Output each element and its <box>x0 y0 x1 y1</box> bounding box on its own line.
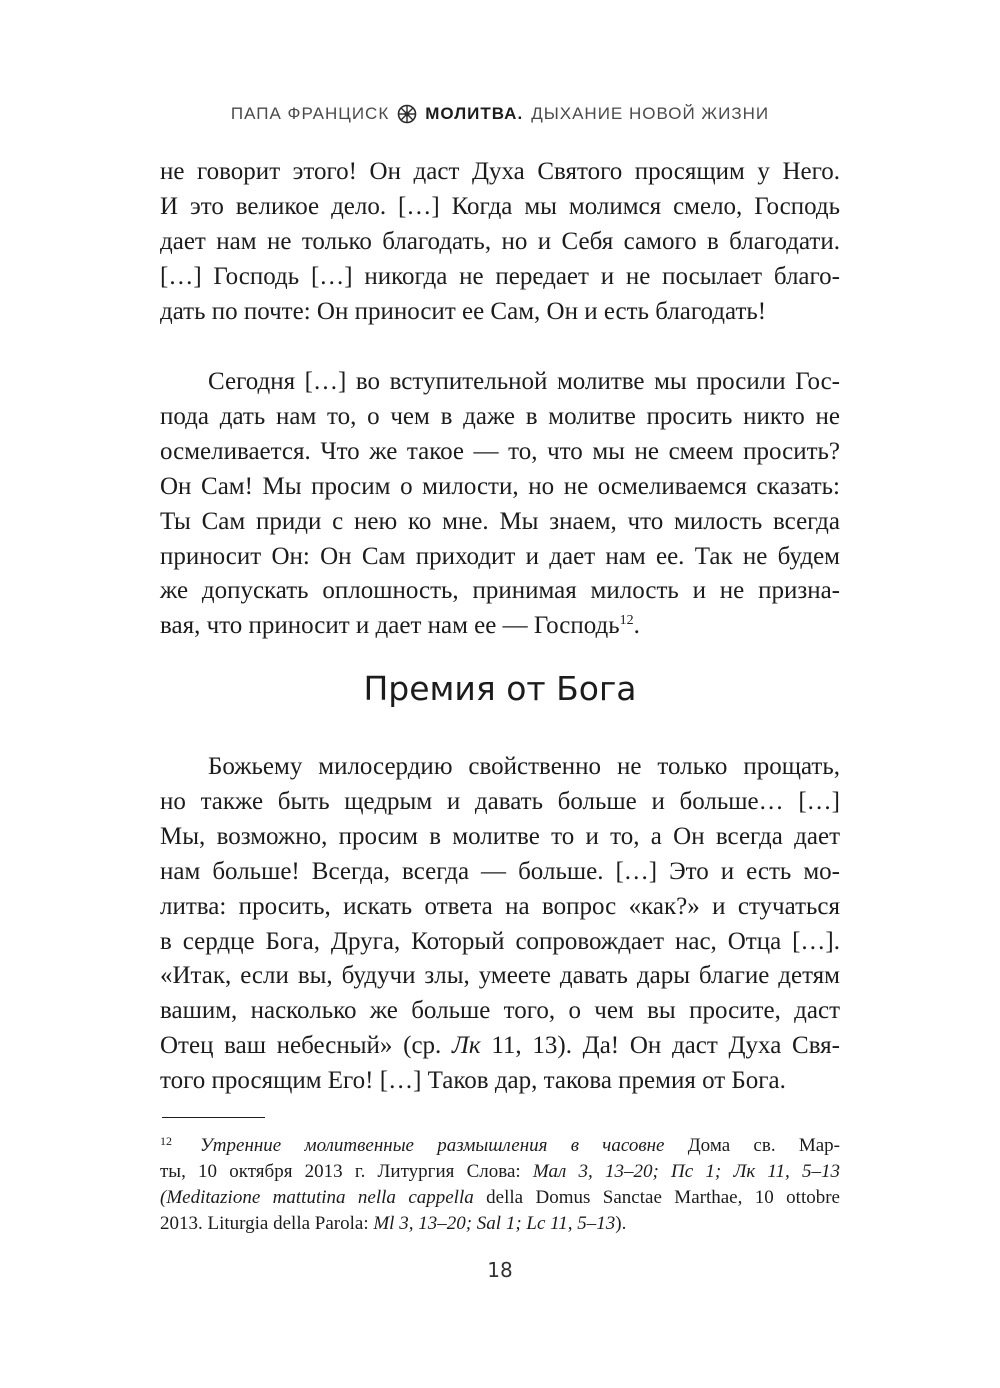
citation-italic: Лк <box>452 1032 481 1060</box>
footnote-italic: Ml 3, 13–20; Sal 1; Lc 11, 5–13 <box>373 1213 616 1234</box>
page-number: 18 <box>487 1258 513 1282</box>
footnote-text: 2013. Liturgia della Parola: <box>160 1213 374 1234</box>
text-line-with-citation <box>160 1029 840 1064</box>
footnote-italic: Мал 3, 13–20; Пс 1; Лк 11, 5–13 <box>532 1161 841 1182</box>
text-line-with-footnote: вая, что приносит и дает нам ее — Господь$^{12}$. <box>160 612 640 640</box>
footnote-text: ). <box>615 1213 627 1234</box>
text-line: вашим, насколько же больше того, о чем вы просите, даст <box>160 997 840 1025</box>
footnote-text: ты, 10 октября 2013 г. Литургия Слова: <box>160 1161 533 1182</box>
text-line: Он Сам! Мы просим о милости, но не осмеливаемся сказать: <box>160 472 840 500</box>
text-line: не говорит этого! Он даст Духа Святого просящим у Него. <box>160 158 840 185</box>
running-header <box>0 104 1000 124</box>
rosette-icon <box>397 104 417 124</box>
text-fragment: 11, 13). Да! Он даст Духа Свя- <box>480 1032 840 1060</box>
footnote-text: della Domus Sanctae Marthae, 10 ottobre <box>473 1187 840 1208</box>
footnote-reference[interactable]: 12 <box>619 613 634 629</box>
footnote-italic: Утренние молитвенные размышления в часовне <box>200 1135 665 1156</box>
text-line: вая, что приносит и дает нам ее — Господь <box>160 612 620 640</box>
text-line: «Итак, если вы, будучи злы, умеете давать дары благие детям <box>160 962 840 990</box>
section-heading: Премия от Бога <box>363 669 637 708</box>
footnote-line <box>160 1211 840 1237</box>
text-line: пода дать нам то, о чем в даже в молитве просить никто не <box>160 402 840 430</box>
text-fragment: Отец ваш небесный» (ср. <box>160 1032 452 1060</box>
footnote-line <box>160 1159 840 1185</box>
footnote-text: Дома св. Мар- <box>664 1135 841 1156</box>
text-line: дать по почте: Он приносит ее Сам, Он и есть благодать! <box>160 297 767 325</box>
paragraph-3 <box>160 750 840 1099</box>
header-title-rest: ДЫХАНИЕ НОВОЙ ЖИЗНИ <box>531 104 770 123</box>
header-author: ПАПА ФРАНЦИСК <box>230 104 390 123</box>
footnote-line <box>160 1128 840 1159</box>
text-line: литва: просить, искать ответа на вопрос «как?» и стучаться <box>160 892 840 920</box>
text-line: Божьему милосердию свойственно не только прощать, <box>208 753 840 780</box>
text-line: осмеливается. Что же такое — то, что мы не смеем просить? <box>160 437 840 465</box>
text-line: Мы, возможно, просим в молитве то и то, а Он всегда дает <box>160 822 840 850</box>
paragraph-2 <box>160 365 840 644</box>
text-line: И это великое дело. […] Когда мы молимся смело, Господь <box>160 192 840 220</box>
text-line: нам больше! Всегда, всегда — больше. […] Это и есть мо- <box>160 857 840 885</box>
footnote-italic: (Meditazione mattutina nella cappella <box>160 1187 474 1208</box>
text-line: Сегодня […] во вступительной молитве мы просили Гос- <box>208 368 840 395</box>
text-line: Ты Сам приди с нею ко мне. Мы знаем, что милость всегда <box>160 507 840 535</box>
footnote <box>160 1128 840 1237</box>
footnote-number: 12 <box>160 1134 172 1148</box>
text-line: в сердце Бога, Друга, Который сопровождает нас, Отца […]. <box>160 927 840 955</box>
text-line: того просящим Его! […] Таков дар, такова премия от Бога. <box>160 1067 786 1095</box>
text-line: но также быть щедрым и давать больше и больше… […] <box>160 787 840 815</box>
paragraph-1 <box>160 155 840 330</box>
text-line: же допускать оплошность, принимая милость и не призна- <box>160 577 840 605</box>
footnote-line <box>160 1185 840 1211</box>
text-line: дает нам не только благодать, но и Себя самого в благодати. <box>160 227 840 255</box>
header-title-bold: МОЛИТВА. <box>425 104 524 123</box>
text-line: […] Господь […] никогда не передает и не посылает благо- <box>160 262 840 290</box>
footnote-divider <box>162 1117 265 1118</box>
text-line: приносит Он: Он Сам приходит и дает нам ее. Так не будем <box>160 542 840 570</box>
